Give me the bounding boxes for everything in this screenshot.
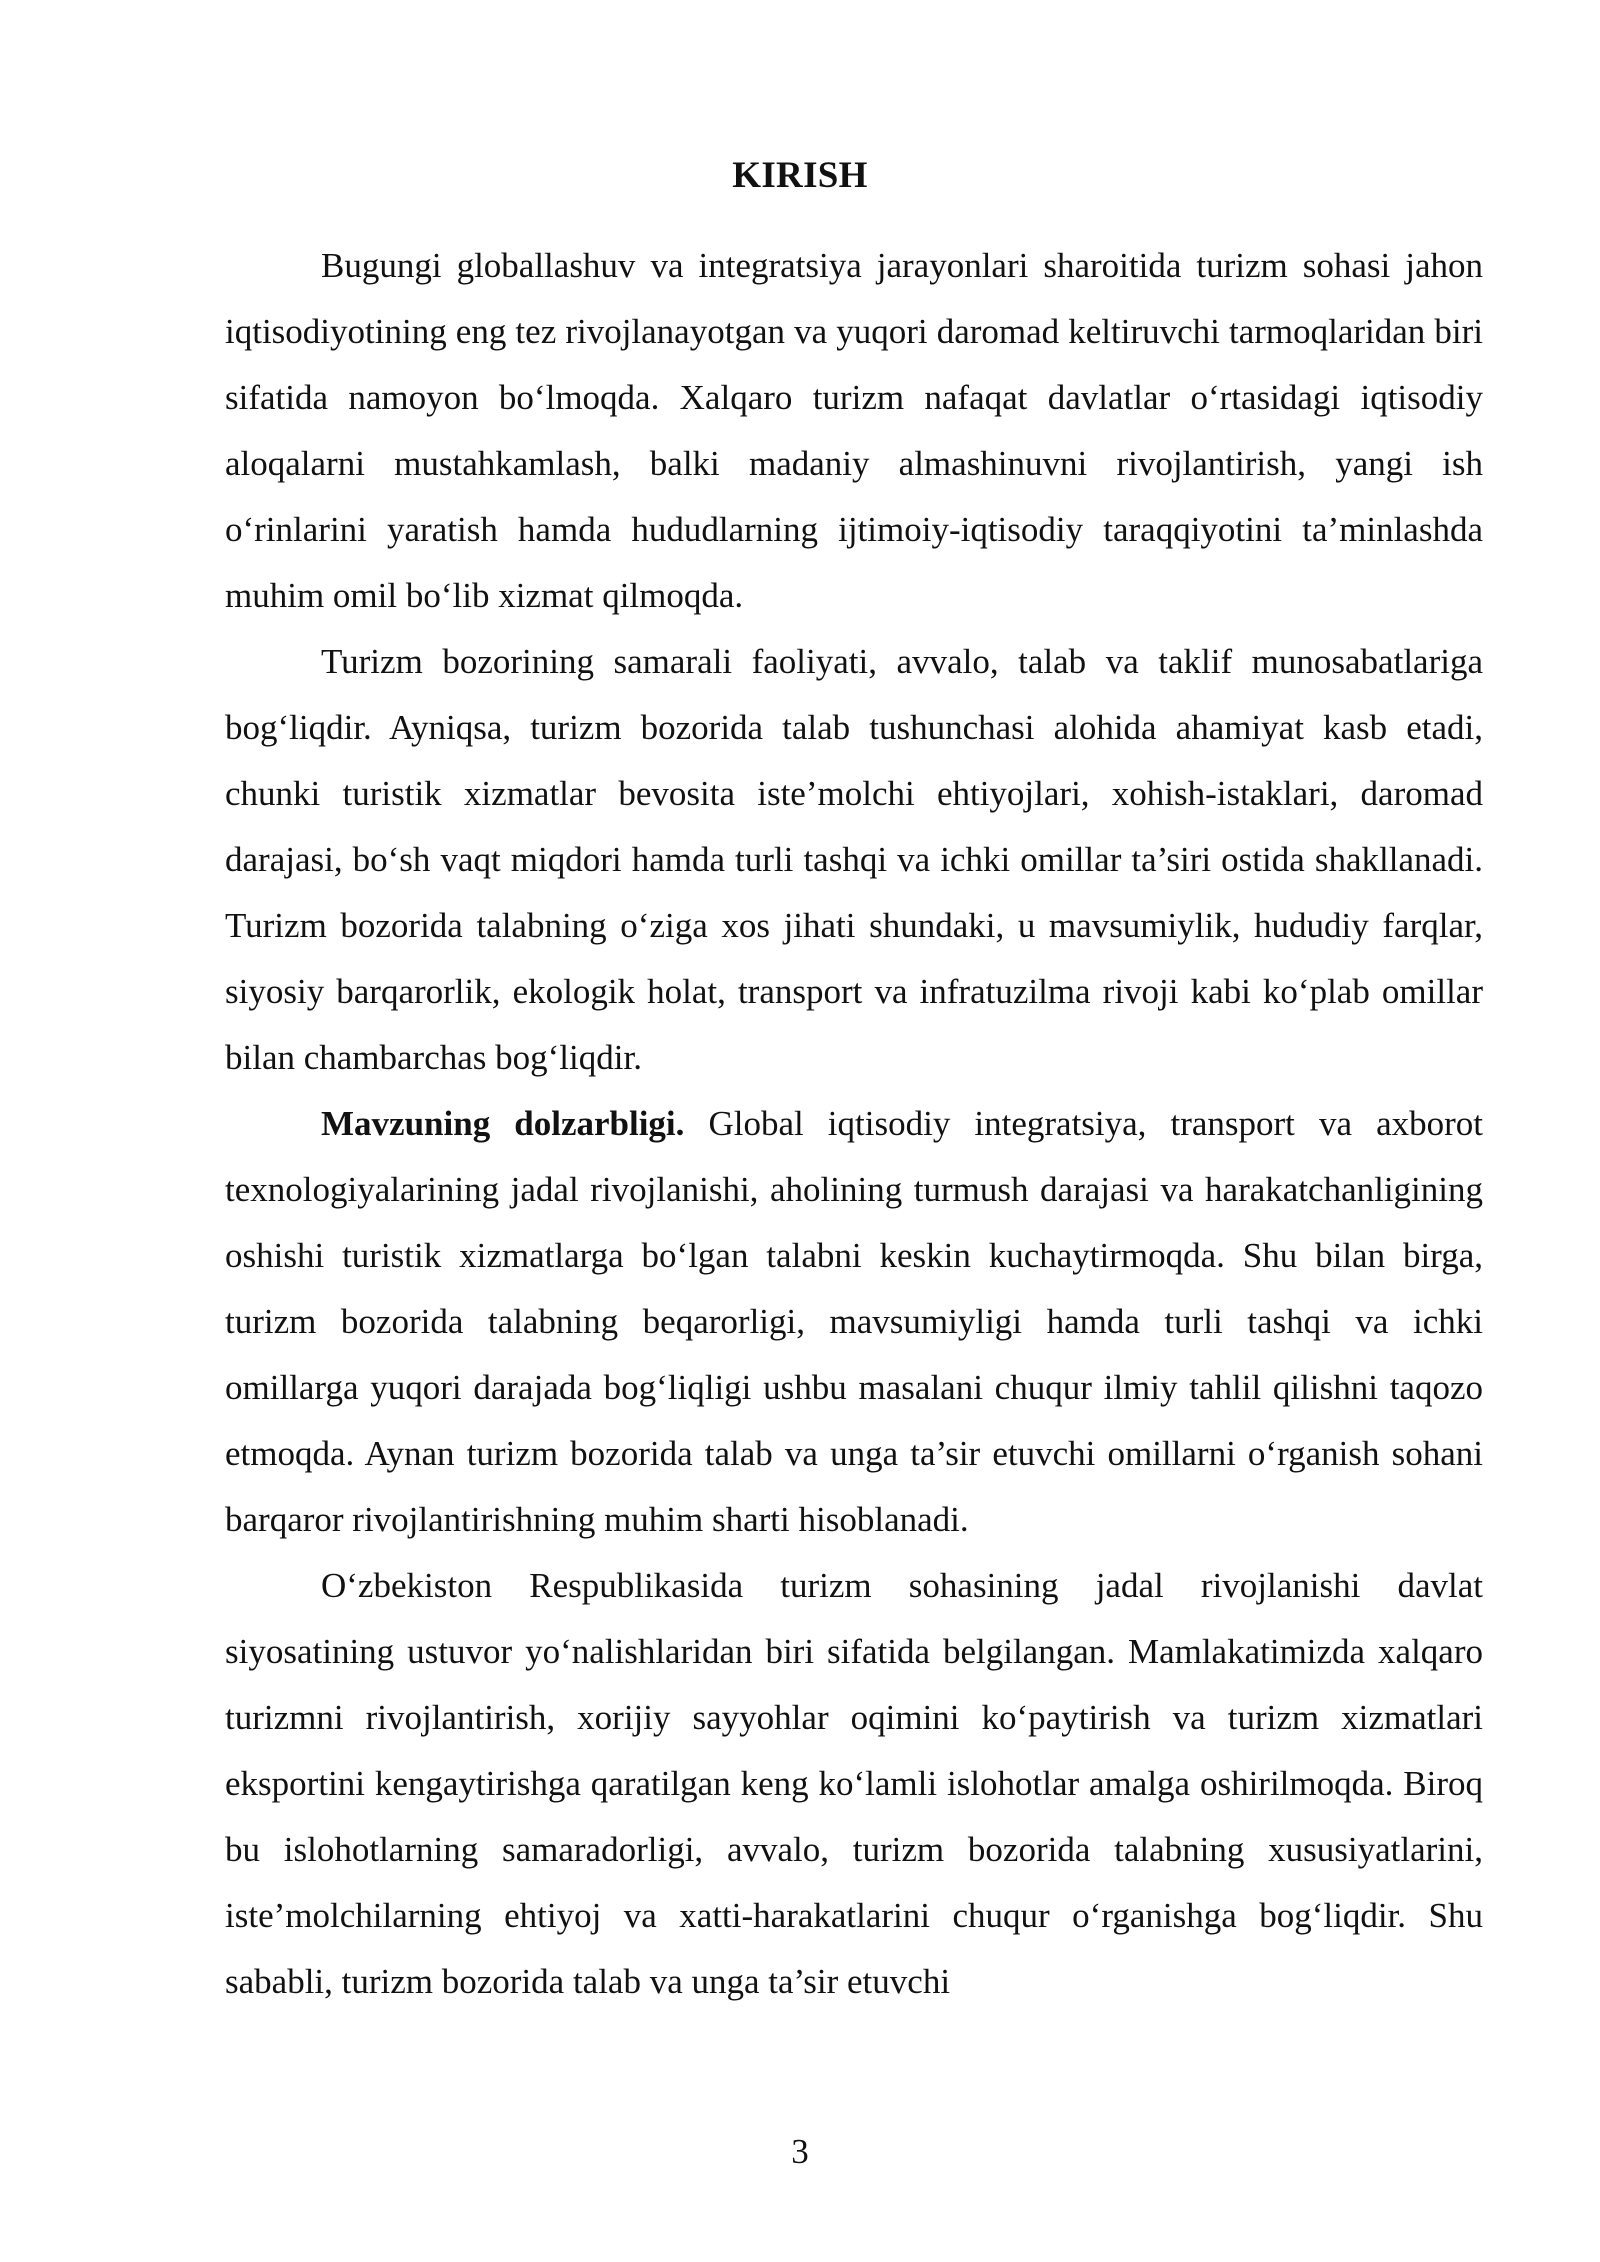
paragraph-text: Global iqtisodiy integratsiya, transport va axborot texnologiyalarining jadal rivojlanishi, aholining turmush darajasi va harakatchanligining oshishi turistik xizmatlarga bo‘lgan talabni keskin kuchaytirmoqda. Shu bilan birga, turizm bozorida talabning beqarorligi, mavsumiyligi hamda turli tashqi va ichki omillarga yuqori darajada bog‘liqligi ushbu masalani chuqur ilmiy tahlil qilishni taqozo etmoqda. Aynan turizm bozorida talab va unga ta’sir etuvchi omillarni o‘rganish sohani barqaror rivojlantirishning muhim sharti hisoblanadi. [225, 1104, 1483, 1539]
body-text [225, 233, 1483, 2015]
paragraph-intro [225, 233, 1483, 629]
paragraph-relevance [225, 1091, 1483, 1553]
paragraph-text: O‘zbekiston Respublikasida turizm sohasining jadal rivojlanishi davlat siyosatining ustuvor yo‘nalishlaridan biri sifatida belgilangan. Mamlakatimizda xalqaro turizmni rivojlantirish, xorijiy sayyohlar oqimini ko‘paytirish va turizm xizmatlari eksportini kengaytirishga qaratilgan keng ko‘lamli islohotlar amalga oshirilmoqda. Biroq bu islohotlarning samaradorligi, avvalo, turizm bozorida talabning xususiyatlarini, iste’molchilarning ehtiyoj va xatti-harakatlarini chuqur o‘rganishga bog‘liqdir. Shu sababli, turizm bozorida talab va unga ta’sir etuvchi [225, 1566, 1483, 2001]
paragraph-text: Bugungi globallashuv va integratsiya jarayonlari sharoitida turizm sohasi jahon iqtisodiyotining eng tez rivojlanayotgan va yuqori daromad keltiruvchi tarmoqlaridan biri sifatida namoyon bo‘lmoqda. Xalqaro turizm nafaqat davlatlar o‘rtasidagi iqtisodiy aloqalarni mustahkamlash, balki madaniy almashinuvni rivojlantirish, yangi ish o‘rinlarini yaratish hamda hududlarning ijtimoiy-iqtisodiy taraqqiyotini ta’minlashda muhim omil bo‘lib xizmat qilmoqda. [225, 246, 1483, 615]
paragraph-market-demand [225, 629, 1483, 1091]
page-number: 3 [791, 2132, 809, 2171]
section-heading: KIRISH [732, 155, 868, 196]
paragraph-text: Turizm bozorining samarali faoliyati, avvalo, talab va taklif munosabatlariga bog‘liqdir. Ayniqsa, turizm bozorida talab tushunchasi alohida ahamiyat kasb etadi, chunki turistik xizmatlar bevosita iste’molchi ehtiyojlari, xohish-istaklari, daromad darajasi, bo‘sh vaqt miqdori hamda turli tashqi va ichki omillar ta’siri ostida shakllanadi. Turizm bozorida talabning o‘ziga xos jihati shundaki, u mavsumiylik, hududiy farqlar, siyosiy barqarorlik, ekologik holat, transport va infratuzilma rivoji kabi ko‘plab omillar bilan chambarchas bog‘liqdir. [225, 642, 1483, 1077]
paragraph-uzbekistan [225, 1553, 1483, 2015]
paragraph-lead: Mavzuning dolzarbligi. [321, 1104, 685, 1143]
